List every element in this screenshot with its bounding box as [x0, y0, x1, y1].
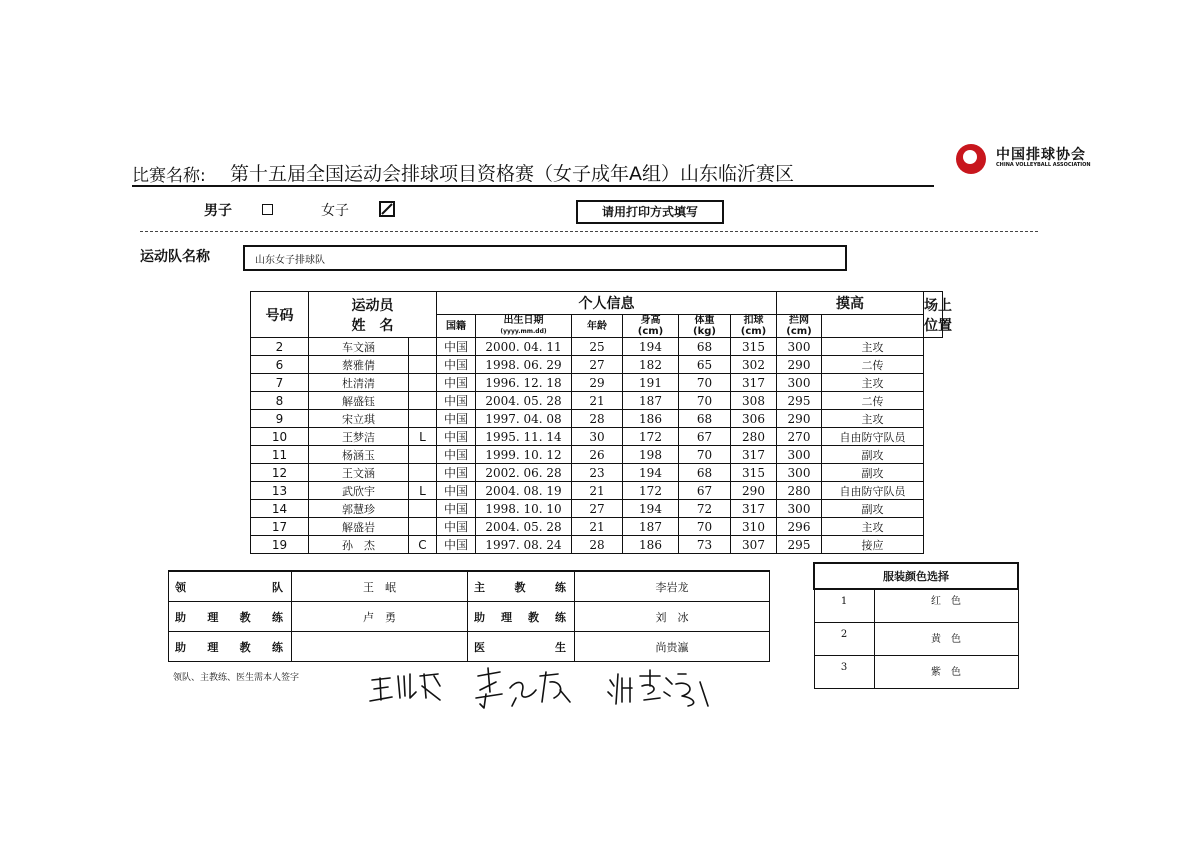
player-number: 11: [251, 446, 309, 464]
player-spike: 306: [731, 410, 777, 428]
gender-female-label: 女子: [321, 203, 349, 219]
player-weight: 70: [679, 446, 731, 464]
gender-male-checkbox[interactable]: [262, 204, 273, 215]
player-role: [409, 374, 437, 392]
player-number: 8: [251, 392, 309, 410]
player-height: 194: [623, 464, 679, 482]
player-number: 7: [251, 374, 309, 392]
player-weight: 70: [679, 374, 731, 392]
player-block: 300: [777, 374, 822, 392]
header-birthdate: [476, 315, 572, 338]
player-nationality: 中国: [437, 428, 476, 446]
table-row: [251, 356, 943, 374]
player-block: 300: [777, 446, 822, 464]
player-nationality: 中国: [437, 338, 476, 356]
logo-org-cn: 中国排球协会: [996, 147, 1086, 163]
table-row: [251, 536, 943, 554]
player-spike: 280: [731, 428, 777, 446]
header-position: [924, 292, 952, 338]
table-row: [251, 482, 943, 500]
header-height-unit: (cm): [637, 326, 664, 337]
player-age: 28: [572, 410, 623, 428]
header-height: [623, 315, 679, 338]
player-birthdate: 1998. 10. 10: [476, 500, 572, 518]
assistant-coach-name-1: 卢 勇: [292, 602, 468, 632]
player-role: C: [409, 536, 437, 554]
player-height: 182: [623, 356, 679, 374]
header-weight-unit: (kg): [693, 326, 716, 337]
header-number: 号码: [251, 292, 309, 338]
player-age: 29: [572, 374, 623, 392]
player-spike: 315: [731, 338, 777, 356]
player-height: 194: [623, 500, 679, 518]
table-row: [251, 338, 943, 356]
header-age: 年龄: [572, 315, 623, 338]
player-number: 9: [251, 410, 309, 428]
player-nationality: 中国: [437, 392, 476, 410]
player-name: 武欣宇: [309, 482, 409, 500]
player-height: 172: [623, 482, 679, 500]
player-height: 191: [623, 374, 679, 392]
player-nationality: 中国: [437, 536, 476, 554]
player-block: 296: [777, 518, 822, 536]
player-position: 二传: [822, 356, 924, 374]
player-position: 副攻: [822, 464, 924, 482]
color-option-value: 紫 色: [874, 656, 1018, 689]
player-position: 自由防守队员: [822, 428, 924, 446]
player-block: 295: [777, 536, 822, 554]
player-number: 10: [251, 428, 309, 446]
match-label: 比赛名称:: [132, 166, 206, 186]
team-name-label: 运动队名称: [140, 249, 210, 265]
player-height: 194: [623, 338, 679, 356]
player-name: 杨涵玉: [309, 446, 409, 464]
player-block: 290: [777, 410, 822, 428]
player-role: [409, 500, 437, 518]
player-role: [409, 464, 437, 482]
player-position: 副攻: [822, 446, 924, 464]
player-age: 28: [572, 536, 623, 554]
player-weight: 72: [679, 500, 731, 518]
header-block: [777, 315, 822, 338]
players-table: [250, 291, 952, 554]
uniform-color-title: 服装颜色选择: [814, 563, 1018, 589]
match-title-line: [132, 159, 934, 187]
player-age: 21: [572, 518, 623, 536]
player-name: 杜清清: [309, 374, 409, 392]
player-age: 23: [572, 464, 623, 482]
assistant-coach-name-2: 刘 冰: [575, 602, 770, 632]
table-row: [251, 464, 943, 482]
leader-label: 领 队: [169, 571, 292, 602]
player-spike: 317: [731, 500, 777, 518]
player-role: [409, 356, 437, 374]
player-number: 2: [251, 338, 309, 356]
player-spike: 290: [731, 482, 777, 500]
color-option-number: 3: [814, 656, 874, 689]
player-nationality: 中国: [437, 410, 476, 428]
signature-note: 领队、主教练、医生需本人签字: [173, 673, 300, 683]
player-number: 13: [251, 482, 309, 500]
head-coach-name: 李岩龙: [575, 571, 770, 602]
head-coach-label: 主 教 练: [468, 571, 575, 602]
player-position: 主攻: [822, 374, 924, 392]
player-name: 车文涵: [309, 338, 409, 356]
player-role: [409, 410, 437, 428]
player-block: 300: [777, 500, 822, 518]
header-height-label: 身高: [640, 315, 661, 326]
header-block-label: 拦网: [789, 315, 809, 326]
player-block: 300: [777, 464, 822, 482]
player-weight: 67: [679, 482, 731, 500]
player-name: 解盛岩: [309, 518, 409, 536]
player-name: 宋立琪: [309, 410, 409, 428]
staff-table: [168, 570, 770, 662]
player-birthdate: 2000. 04. 11: [476, 338, 572, 356]
player-block: 295: [777, 392, 822, 410]
player-birthdate: 2004. 05. 28: [476, 518, 572, 536]
assistant-coach-label-1: 助 理 教 练: [169, 602, 292, 632]
player-birthdate: 1997. 08. 24: [476, 536, 572, 554]
player-height: 186: [623, 410, 679, 428]
player-weight: 68: [679, 410, 731, 428]
player-age: 21: [572, 392, 623, 410]
player-nationality: 中国: [437, 500, 476, 518]
table-row: [251, 410, 943, 428]
player-nationality: 中国: [437, 446, 476, 464]
header-position-line2: 位置: [924, 317, 952, 334]
player-birthdate: 2004. 05. 28: [476, 392, 572, 410]
print-note: 请用打印方式填写: [576, 200, 724, 224]
header-birthdate-format: (yyyy.mm.dd): [500, 328, 547, 335]
player-block: 280: [777, 482, 822, 500]
player-role: L: [409, 428, 437, 446]
check-icon: [381, 203, 393, 215]
volleyball-logo-icon: [956, 144, 986, 174]
player-spike: 307: [731, 536, 777, 554]
player-birthdate: 2002. 06. 28: [476, 464, 572, 482]
color-option-number: 1: [814, 589, 874, 623]
player-weight: 67: [679, 428, 731, 446]
player-spike: 308: [731, 392, 777, 410]
player-spike: 302: [731, 356, 777, 374]
player-spike: 317: [731, 374, 777, 392]
player-birthdate: 1997. 04. 08: [476, 410, 572, 428]
player-position: 主攻: [822, 338, 924, 356]
player-weight: 68: [679, 338, 731, 356]
header-athlete: [309, 292, 437, 338]
association-logo: [956, 142, 1091, 176]
match-name: 第十五届全国运动会排球项目资格赛（女子成年A组）山东临沂赛区: [230, 163, 794, 185]
player-height: 198: [623, 446, 679, 464]
player-position: 主攻: [822, 518, 924, 536]
player-role: [409, 518, 437, 536]
player-weight: 68: [679, 464, 731, 482]
player-height: 187: [623, 518, 679, 536]
player-age: 27: [572, 356, 623, 374]
player-birthdate: 1995. 11. 14: [476, 428, 572, 446]
header-reach: 摸高: [777, 292, 924, 315]
player-spike: 310: [731, 518, 777, 536]
player-weight: 70: [679, 518, 731, 536]
doctor-name: 尚贵瀛: [575, 632, 770, 662]
player-block: 270: [777, 428, 822, 446]
player-number: 14: [251, 500, 309, 518]
player-birthdate: 1999. 10. 12: [476, 446, 572, 464]
color-option-number: 2: [814, 623, 874, 656]
player-age: 30: [572, 428, 623, 446]
player-height: 187: [623, 392, 679, 410]
table-row: [251, 428, 943, 446]
leader-name: 王 岷: [292, 571, 468, 602]
player-height: 172: [623, 428, 679, 446]
player-age: 26: [572, 446, 623, 464]
player-nationality: 中国: [437, 464, 476, 482]
header-spike-label: 扣球: [743, 315, 764, 326]
team-name-value: 山东女子排球队: [255, 255, 325, 266]
player-height: 186: [623, 536, 679, 554]
player-position: 二传: [822, 392, 924, 410]
header-weight-label: 体重: [694, 315, 715, 326]
player-name: 王文涵: [309, 464, 409, 482]
player-nationality: 中国: [437, 356, 476, 374]
player-number: 6: [251, 356, 309, 374]
header-weight: [679, 315, 731, 338]
table-row: [251, 392, 943, 410]
table-row: [251, 518, 943, 536]
player-name: 蔡雅倩: [309, 356, 409, 374]
header-spike-unit: (cm): [740, 326, 767, 337]
player-block: 290: [777, 356, 822, 374]
player-role: [409, 446, 437, 464]
header-nationality: 国籍: [437, 315, 476, 338]
player-number: 12: [251, 464, 309, 482]
player-position: 接应: [822, 536, 924, 554]
player-nationality: 中国: [437, 518, 476, 536]
player-birthdate: 1996. 12. 18: [476, 374, 572, 392]
player-role: L: [409, 482, 437, 500]
doctor-label: 医 生: [468, 632, 575, 662]
player-role: [409, 338, 437, 356]
gender-female-checkbox[interactable]: [379, 201, 395, 217]
player-name: 孙 杰: [309, 536, 409, 554]
player-nationality: 中国: [437, 374, 476, 392]
player-birthdate: 2004. 08. 19: [476, 482, 572, 500]
player-age: 25: [572, 338, 623, 356]
assistant-coach-label-2: 助 理 教 练: [468, 602, 575, 632]
uniform-color-table: [813, 562, 1019, 689]
header-spike: [731, 315, 777, 338]
table-row: [251, 374, 943, 392]
header-athlete-line2: 姓 名: [351, 317, 394, 334]
header-athlete-line1: 运动员: [351, 297, 394, 314]
table-row: [251, 500, 943, 518]
header-personal-info: 个人信息: [437, 292, 777, 315]
player-name: 王梦洁: [309, 428, 409, 446]
gender-male-label: 男子: [204, 203, 232, 219]
player-role: [409, 392, 437, 410]
header-block-unit: (cm): [786, 326, 812, 337]
player-birthdate: 1998. 06. 29: [476, 356, 572, 374]
assistant-coach-label-3: 助 理 教 练: [169, 632, 292, 662]
color-option-value: 黄 色: [874, 623, 1018, 656]
player-name: 解盛钰: [309, 392, 409, 410]
player-number: 19: [251, 536, 309, 554]
player-spike: 315: [731, 464, 777, 482]
assistant-coach-name-3: [292, 632, 468, 662]
header-birthdate-label: 出生日期: [503, 315, 544, 326]
player-weight: 70: [679, 392, 731, 410]
color-option-value: 红 色: [874, 589, 1018, 623]
player-nationality: 中国: [437, 482, 476, 500]
player-block: 300: [777, 338, 822, 356]
team-name-field[interactable]: [243, 245, 847, 271]
player-name: 郭慧珍: [309, 500, 409, 518]
table-row: [251, 446, 943, 464]
player-number: 17: [251, 518, 309, 536]
player-weight: 73: [679, 536, 731, 554]
header-position-line1: 场上: [924, 297, 952, 314]
logo-org-en: CHINA VOLLEYBALL ASSOCIATION: [996, 162, 1091, 168]
player-age: 21: [572, 482, 623, 500]
player-position: 主攻: [822, 410, 924, 428]
divider: [140, 231, 1038, 232]
player-spike: 317: [731, 446, 777, 464]
player-position: 副攻: [822, 500, 924, 518]
handwritten-signatures: [360, 662, 760, 712]
player-position: 自由防守队员: [822, 482, 924, 500]
player-age: 27: [572, 500, 623, 518]
player-weight: 65: [679, 356, 731, 374]
